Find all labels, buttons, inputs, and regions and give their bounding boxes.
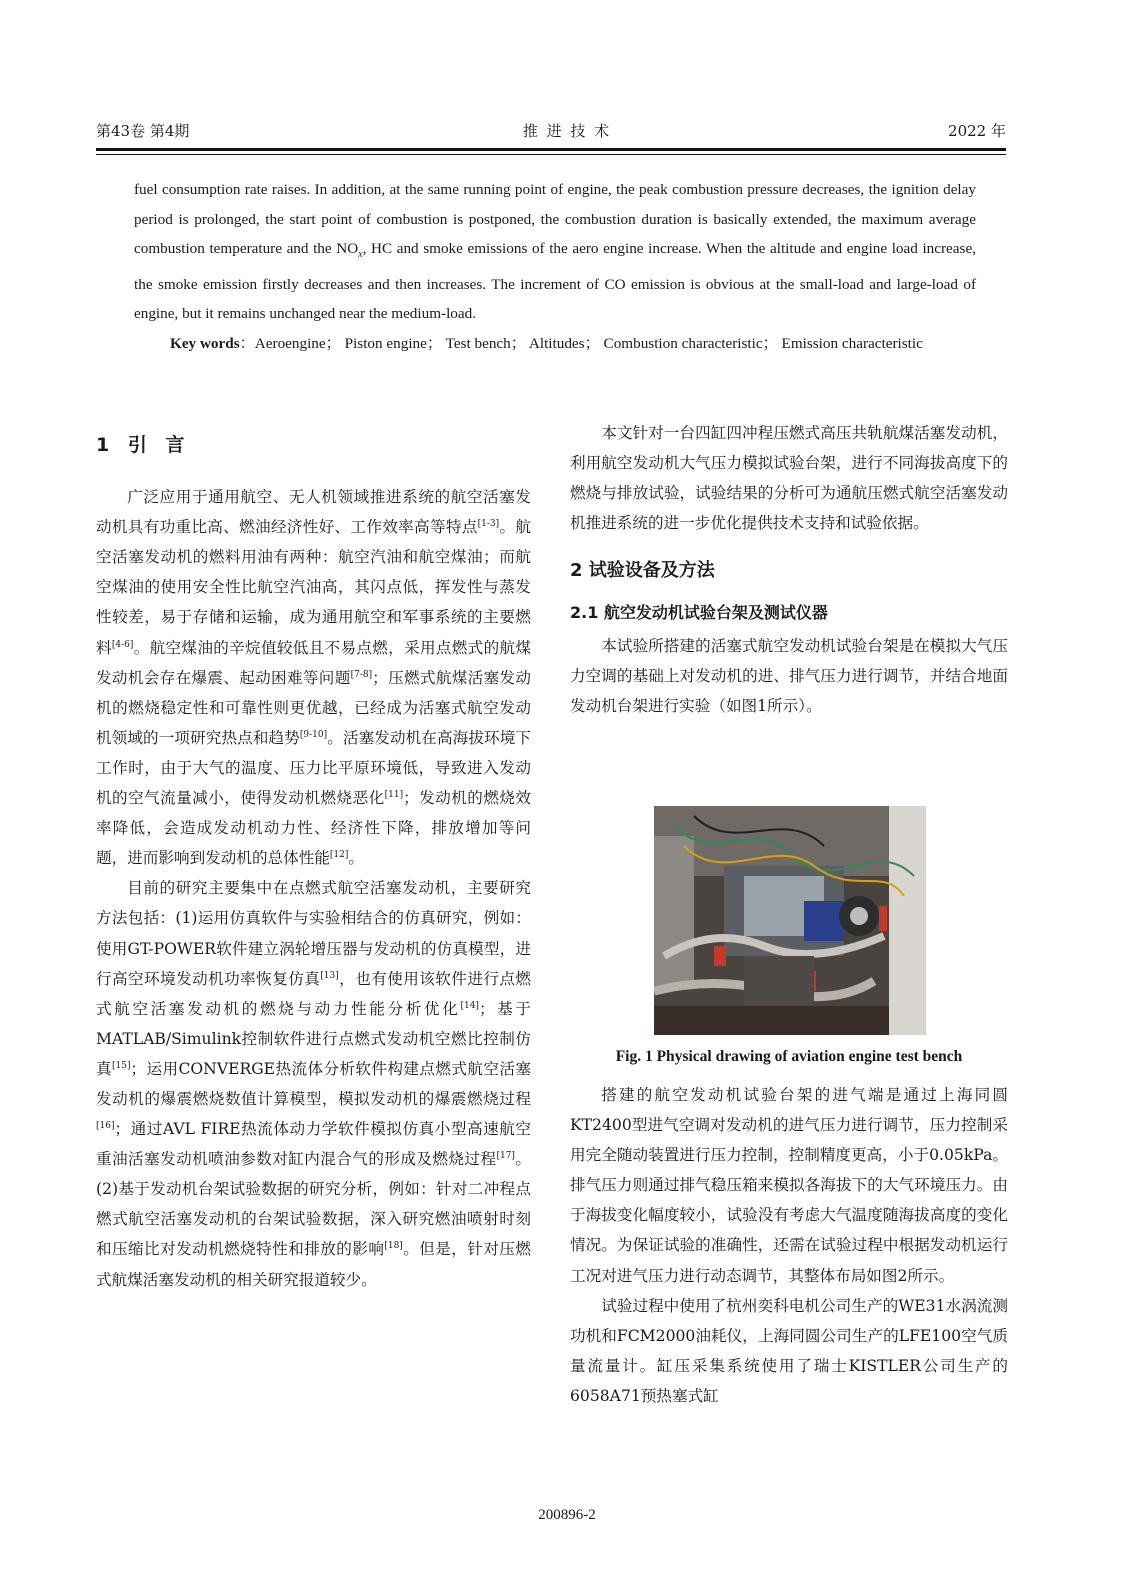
keywords xyxy=(134,329,976,359)
abstract xyxy=(134,175,976,358)
section-1-paragraph-2: 目前的研究主要集中在点燃式航空活塞发动机，主要研究方法包括：(1)运用仿真软件与实验相结合的仿真研究，例如：使用GT-POWER软件建立涡轮增压器与发动机的仿真模型，进行高空环境发动机功率恢复仿真[13]，也有使用该软件进行点燃式航空活塞发动机的燃烧与动力性能分析优化[14]；基于MATLAB/Simulink控制软件进行点燃式发动机空燃比控制仿真[15]；运用CONVERGE热流体分析软件构建点燃式航空活塞发动机的爆震燃烧数值计算模型，模拟发动机的爆震燃烧过程[16]；通过AVL FIRE热流体动力学软件模拟仿真小型高速航空重油活塞发动机喷油参数对缸内混合气的形成及燃烧过程[17]。(2)基于发动机台架试验数据的研究分析，例如：针对二冲程点燃式航空活塞发动机的台架试验数据，深入研究燃油喷射时刻和压缩比对发动机燃烧特性和排放的影响[18]。但是，针对压燃式航煤活塞发动机的相关研究报道较少。 xyxy=(96,879,531,1289)
intro-paragraph: 本文针对一台四缸四冲程压燃式高压共轨航煤活塞发动机，利用航空发动机大气压力模拟试验台架，进行不同海拔高度下的燃烧与排放试验，试验结果的分析可为通航压燃式航空活塞发动机推进系统的进一步优化提供技术支持和试验依据。 xyxy=(570,424,1008,533)
keywords-list: ：Aeroengine； Piston engine； Test bench； Altitudes； Combustion characteristic； Emission characteristic xyxy=(239,334,923,352)
section-2-heading: 2 试验设备及方法 xyxy=(570,560,715,582)
figure-1-caption: Fig. 1 Physical drawing of aviation engine test bench xyxy=(615,1048,963,1065)
section-2-1-paragraph-3: 试验过程中使用了杭州奕科电机公司生产的WE31水涡流测功机和FCM2000油耗仪，上海同圆公司生产的LFE100空气质量流量计。缸压采集系统使用了瑞士KISTLER公司生产的6058A71预热塞式缸 xyxy=(570,1296,1008,1405)
journal-volume-issue: 第43卷 第4期 xyxy=(96,122,190,140)
abstract-text: fuel consumption rate raises. In addition, at the same running point of engine, the peak combustion pressure decreases, the ignition delay period is prolonged, the start point of combustion is postponed, the combustion duration is basically extended, the maximum average combustion temperature and the $NO_x$, HC and smoke emissions of the aero engine increase. When the altitude and engine load increase, the smoke emission firstly decreases and then increases. The increment of CO emission is obvious at the small-load and large-load of engine, but it remains unchanged near the medium-load. xyxy=(134,181,976,323)
section-2-1-paragraph-2: 搭建的航空发动机试验台架的进气端是通过上海同圆KT2400型进气空调对发动机的进气压力进行调节，压力控制采用完全随动装置进行压力控制，控制精度更高，小于0.05kPa。排气压力则通过排气稳压箱来模拟各海拔下的大气环境压力。由于海拔变化幅度较小，试验没有考虑大气温度随海拔高度的变化情况。为保证试验的准确性，还需在试验过程中根据发动机运行工况对进气压力进行动态调节，其整体布局如图2所示。 xyxy=(570,1086,1008,1285)
right-column-top xyxy=(570,418,1008,721)
figure-1-photo xyxy=(654,806,926,1035)
section-1-paragraph-1: 广泛应用于通用航空、无人机领域推进系统的航空活塞发动机具有功重比高、燃油经济性好、工作效率高等特点[1-3]。航空活塞发动机的燃料用油有两种：航空汽油和航空煤油；而航空煤油的使用安全性比航空汽油高，其闪点低，挥发性与蒸发性较差，易于存储和运输，成为通用航空和军事系统的主要燃料[4-6]。航空煤油的辛烷值较低且不易点燃，采用点燃式的航煤发动机会存在爆震、起动困难等问题[7-8]；压燃式航煤活塞发动机的燃烧稳定性和可靠性则更优越，已经成为活塞式航空发动机领域的一项研究热点和趋势[9-10]。活塞发动机在高海拔环境下工作时，由于大气的温度、压力比平原环境低，导致进入发动机的空气流量减小，使得发动机燃烧恶化[11]；发动机的燃烧效率降低，会造成发动机动力性、经济性下降，排放增加等问题，进而影响到发动机的总体性能[12]。 xyxy=(96,488,531,868)
section-1-heading: 1 引 言 xyxy=(96,434,191,456)
left-column xyxy=(96,430,531,1295)
header-rule-thin xyxy=(96,154,1006,155)
engine-test-bench-illustration xyxy=(654,806,926,1035)
right-column-bottom xyxy=(570,1080,1008,1411)
section-2-1-heading: 2.1 航空发动机试验台架及测试仪器 xyxy=(570,603,828,623)
journal-title: 推 进 技 术 xyxy=(522,122,612,140)
journal-year: 2022 年 xyxy=(948,122,1006,140)
keywords-label: Key words xyxy=(170,334,240,352)
nox-subscript: x xyxy=(358,249,363,261)
header-rule-thick xyxy=(96,148,1006,151)
page-number: 200896-2 xyxy=(538,1507,596,1523)
section-2-1-paragraph-1: 本试验所搭建的活塞式航空发动机试验台架是在模拟大气压力空调的基础上对发动机的进、排气压力进行调节，并结合地面发动机台架进行实验（如图1所示）。 xyxy=(570,636,1008,715)
